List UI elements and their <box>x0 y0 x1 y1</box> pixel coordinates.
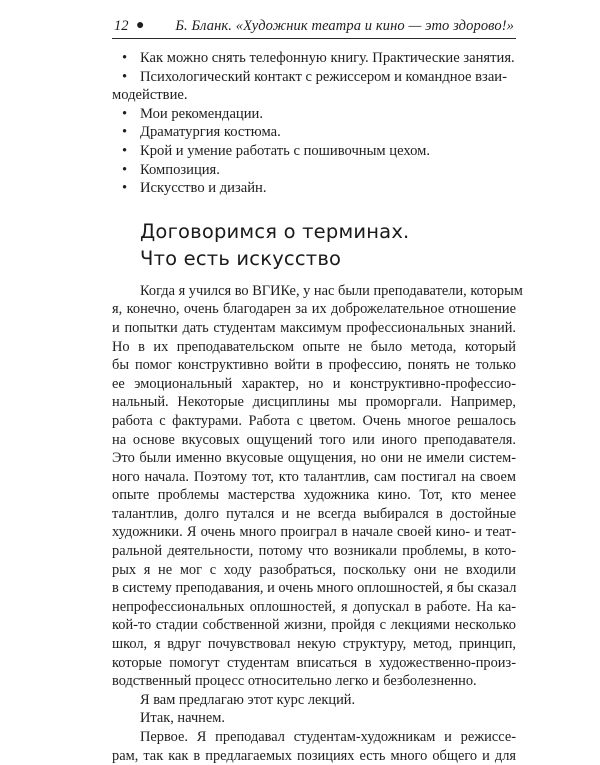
list-item: • Как можно снять телефонную книгу. Практические занятия. <box>122 50 515 66</box>
paragraph-2: Я вам предлагаю этот курс лекций. <box>140 691 356 708</box>
bullet-icon: • <box>122 161 128 178</box>
list-item: • Композиция. <box>122 161 220 178</box>
bullet-icon: • <box>122 50 128 66</box>
running-title: Б. Бланк. «Художник театра и кино — это здорово!» <box>175 18 514 34</box>
list-item: • Драматургия костюма. <box>122 124 281 141</box>
paragraph-3: Итак, начнем. <box>140 710 225 727</box>
paragraph-1: Когда я учился во ВГИКе, у нас были преподаватели, которым я, конечно, очень благодарен за их доброжелательное отношение и попытки дать студентам максимум профессиональных знаний. Но в их преподавательском опыте не было метода, который бы помог конструктивно войти в профессию, понять не только ее эмоциональный характер, но и конструктивно-профессио- нальный. Некоторые дисциплины мы проморгали. Например, работа с фактурами. Работа с цветом. Очень многое решалось на основе вкусовых ощущений того или иного преподавателя. Это были именно вкусовые ощущения, но они не имели систем- ного начала. Поэтому тот, кто талантлив, сам постигал на своем опыте проблемы мастерства художника кино. Тот, кто менее талантлив, долго путался и не всегда выбирался в достойные художники. Я очень много проиграл в начале своей кино- и теат- ральной деятельности, потому что возникали проблемы, в кото- рых я не мог с ходу разобраться, поскольку они не входили в систему преподавания, и очень много оплошностей, я бы сказал непрофессиональных оплошностей, я допускал в работе. На ка- кой-то стадии собственной жизни, пройдя с лекциями несколько школ, я вдруг почувствовал некую структуру, метод, принцип, которые помогут студентам вписаться в художественно-произ- водственный процесс относительно легко и безболезненно. <box>112 282 523 690</box>
section-heading <box>112 218 516 272</box>
list-item: • Мои рекомендации. <box>122 105 264 122</box>
bullet-icon: • <box>122 105 128 122</box>
list-item: • Искусство и дизайн. <box>122 180 267 197</box>
bullet-icon: • <box>122 180 128 197</box>
topic-list <box>112 49 516 198</box>
bullet-icon: • <box>122 142 128 159</box>
page-number: 12 <box>114 18 129 34</box>
paragraph-4: Первое. Я преподавал студентам-художникам и режиссе- рам, так как в предлагаемых позициях есть много общего и для <box>112 729 516 764</box>
body-text <box>112 282 523 765</box>
list-item: • Психологический контакт с режиссером и командное взаи- модействие. <box>112 68 507 104</box>
bullet-icon: • <box>122 68 128 85</box>
list-item: • Крой и умение работать с пошивочным цехом. <box>122 142 431 159</box>
running-header <box>112 14 516 39</box>
section-title-line1: Договоримся о терминах. <box>140 219 410 243</box>
bullet-icon: • <box>122 124 128 141</box>
header-bullet-icon: ● <box>136 18 145 33</box>
book-page <box>112 14 523 765</box>
section-title-line2: Что есть искусство <box>140 246 342 270</box>
